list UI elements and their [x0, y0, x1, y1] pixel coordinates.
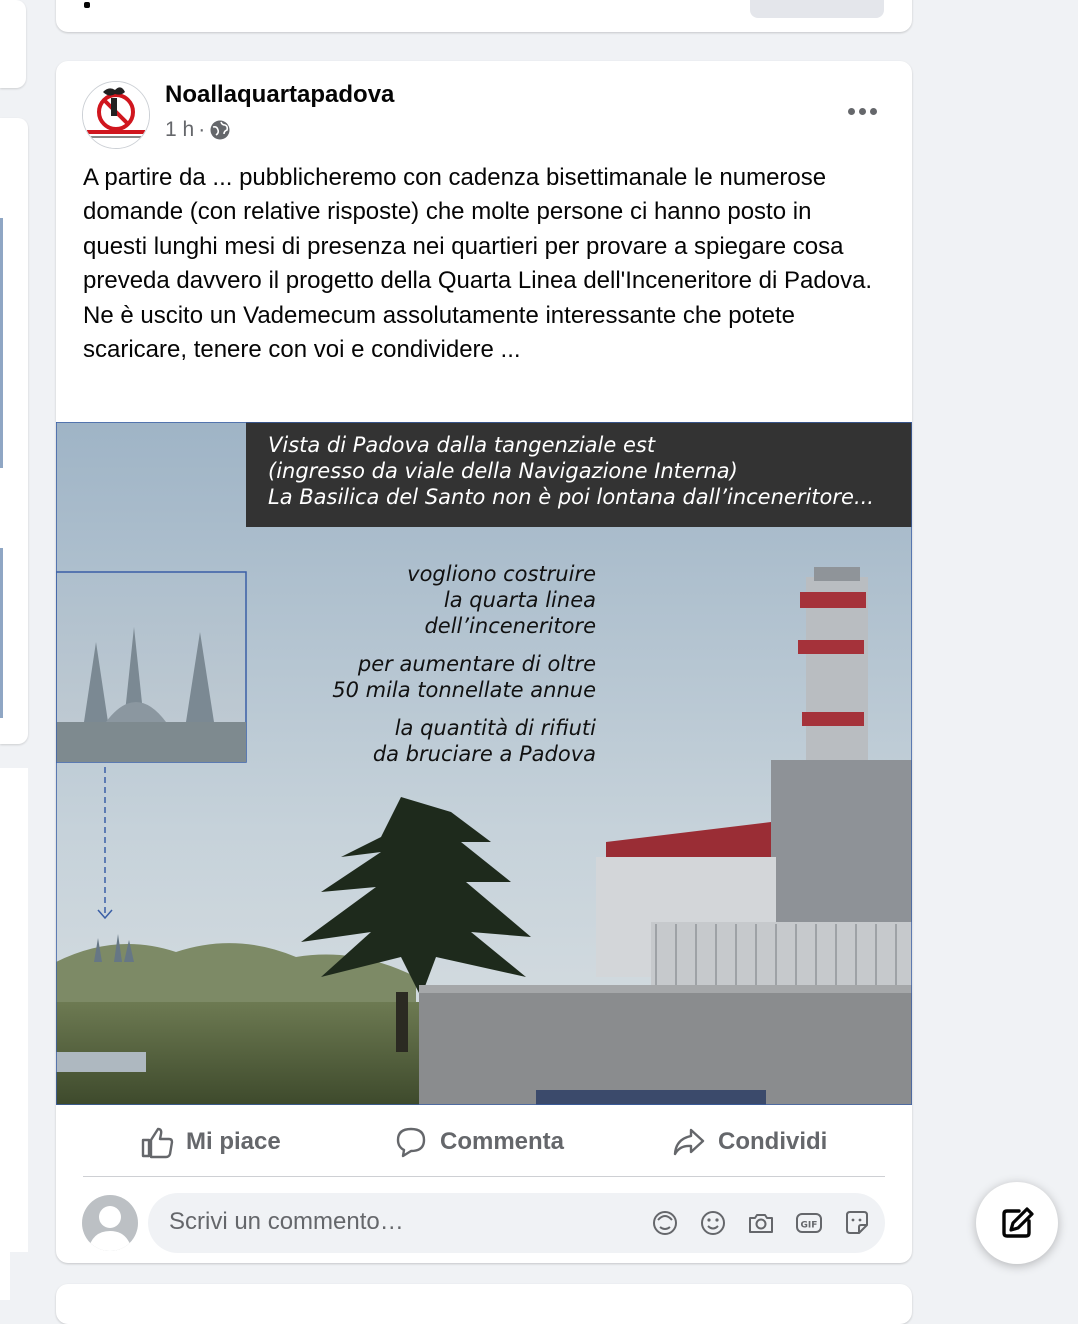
previous-post-button[interactable] — [750, 0, 884, 18]
page-logo-icon — [83, 82, 149, 148]
left-panel-bottom — [0, 768, 10, 1300]
user-avatar[interactable] — [82, 1195, 138, 1251]
avatar-sticker-icon[interactable] — [651, 1209, 679, 1237]
emoji-icon[interactable] — [699, 1209, 727, 1237]
post-meta — [165, 118, 231, 142]
left-panel-strip — [0, 218, 3, 468]
comment-button[interactable] — [394, 1125, 564, 1159]
sticker-icon[interactable] — [843, 1209, 871, 1237]
next-post-card — [56, 1284, 912, 1324]
image-text-line: da bruciare a Padova — [372, 742, 596, 766]
gif-icon[interactable] — [795, 1209, 823, 1237]
share-arrow-icon — [672, 1125, 706, 1159]
svg-text:GIF: GIF — [800, 1220, 818, 1231]
left-panel-middle — [0, 118, 28, 744]
left-panel-top — [0, 0, 26, 88]
comment-label: Commenta — [440, 1128, 565, 1155]
post-text: A partire da ... pubblicheremo con cadenza bisettimanale le numerose domande (con relative risposte) che molte persone ci hanno posto in questi lunghi mesi di presenza nei quartieri per provare a spiegare cosa preveda davvero il progetto della Quarta Linea dell'Inceneritore di Padova. Ne è uscito un Vademecum assolutamente interessante che potete scaricare, tenere con voi e condividere ... — [83, 164, 873, 364]
share-button[interactable] — [672, 1125, 827, 1159]
image-text-line: dell’inceneritore — [424, 614, 596, 638]
new-message-button[interactable] — [976, 1182, 1058, 1264]
camera-icon[interactable] — [747, 1209, 775, 1237]
image-text-block — [332, 561, 596, 767]
left-panel-strip — [0, 548, 3, 718]
caption-line: La Basilica del Santo non è poi lontana dall’inceneritore... — [268, 485, 874, 509]
post-card — [56, 61, 912, 1263]
page-avatar[interactable] — [82, 81, 150, 149]
previous-post-text-fragment — [84, 2, 90, 8]
page-name-link[interactable]: Noallaquartapadova — [165, 81, 395, 108]
comment-tools — [651, 1209, 871, 1237]
compose-icon — [997, 1203, 1037, 1243]
more-options-button[interactable] — [840, 91, 884, 131]
like-label: Mi piace — [186, 1128, 281, 1155]
previous-post-card — [56, 0, 912, 32]
image-text-line: 50 mila tonnellate annue — [332, 678, 596, 702]
post-image[interactable] — [56, 422, 912, 1105]
globe-icon[interactable] — [209, 119, 231, 141]
post-actions — [56, 1105, 912, 1177]
image-text-line: la quarta linea — [443, 588, 596, 612]
thumbs-up-icon — [140, 1125, 174, 1159]
meta-separator: · — [198, 118, 206, 141]
image-text-line: vogliono costruire — [407, 562, 596, 586]
image-caption — [268, 432, 874, 510]
comment-bubble-icon — [394, 1125, 428, 1159]
comment-placeholder: Scrivi un commento… — [169, 1208, 404, 1235]
image-text-line: la quantità di rifiuti — [394, 716, 596, 740]
caption-line: (ingresso da viale della Navigazione Interna) — [268, 459, 738, 483]
comment-input[interactable] — [148, 1193, 885, 1253]
caption-line: Vista di Padova dalla tangenziale est — [268, 433, 656, 457]
comment-composer — [82, 1193, 886, 1253]
left-panel-bottom-inner — [10, 768, 28, 1252]
share-label: Condividi — [718, 1128, 828, 1155]
more-horizontal-icon — [848, 108, 855, 115]
image-text-line: per aumentare di oltre — [357, 652, 596, 676]
divider — [83, 1176, 885, 1177]
default-avatar-icon — [82, 1195, 138, 1251]
more-horizontal-icon — [859, 108, 866, 115]
post-time-link[interactable]: 1 h — [165, 118, 195, 141]
more-horizontal-icon — [870, 108, 877, 115]
like-button[interactable] — [140, 1125, 281, 1159]
